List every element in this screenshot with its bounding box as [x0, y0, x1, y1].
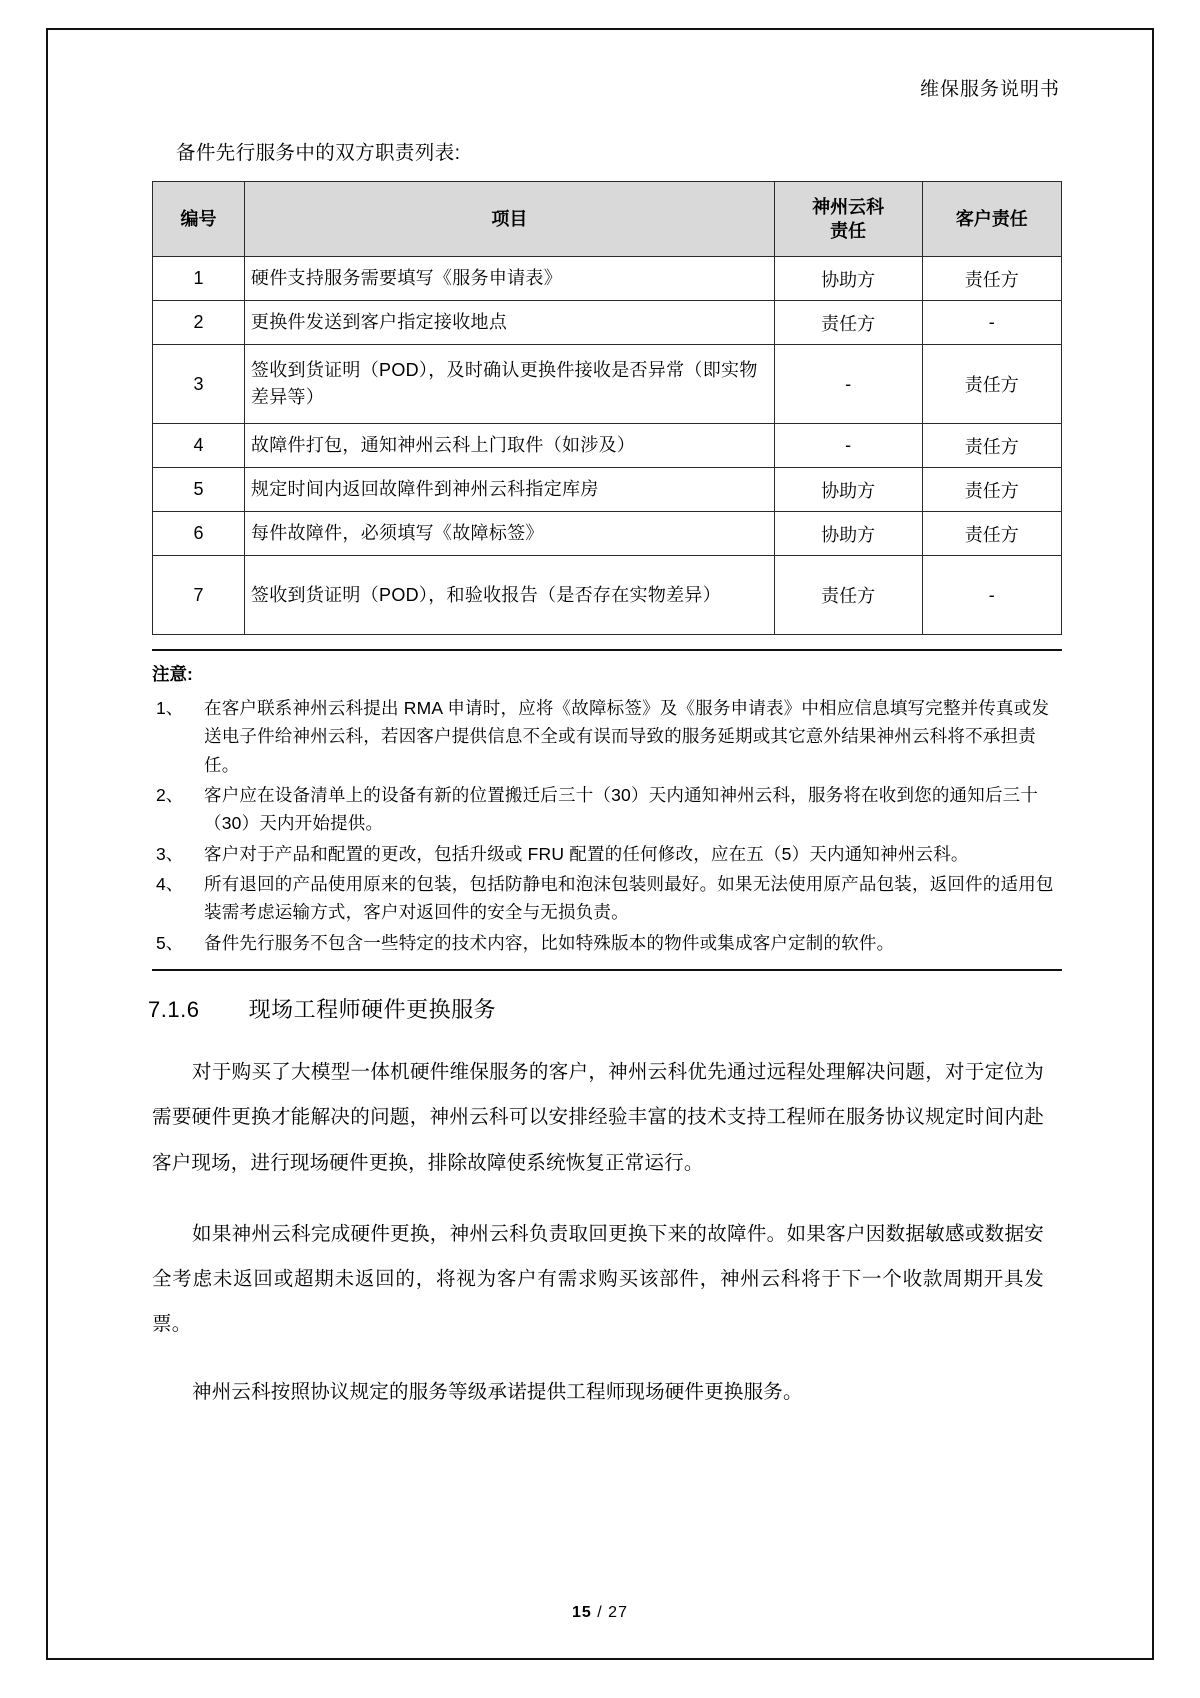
cell-item: 更换件发送到客户指定接收地点 [244, 301, 774, 345]
body-paragraph-2: 如果神州云科完成硬件更换，神州云科负责取回更换下来的故障件。如果客户因数据敏感或数据安全考虑未返回或超期未返回的，将视为客户有需求购买该部件，神州云科将于下一个收款周期开具发票。 [152, 1222, 1044, 1336]
table-header-owner [774, 182, 922, 257]
cell-item: 故障件打包，通知神州云科上门取件（如涉及） [244, 424, 774, 468]
cell-owner: 责任方 [774, 556, 922, 635]
table-row [153, 556, 1062, 635]
responsibility-table [152, 181, 1062, 635]
table-header-item: 项目 [244, 182, 774, 257]
table-row [153, 468, 1062, 512]
cell-no: 7 [153, 556, 245, 635]
cell-no: 3 [153, 345, 245, 424]
cell-item: 签收到货证明（POD），和验收报告（是否存在实物差异） [244, 556, 774, 635]
table-header-owner-line2: 责任 [830, 221, 867, 241]
cell-no: 1 [153, 257, 245, 301]
cell-customer: 责任方 [922, 512, 1061, 556]
list-item [152, 781, 1064, 838]
note-number: 2、 [156, 785, 184, 806]
cell-customer: 责任方 [922, 468, 1061, 512]
table-row [153, 257, 1062, 301]
cell-owner: - [774, 424, 922, 468]
list-item [152, 929, 1064, 957]
cell-no: 6 [153, 512, 245, 556]
section-heading [148, 993, 1078, 1024]
table-row [153, 512, 1062, 556]
list-item [152, 840, 1064, 868]
note-text: 所有退回的产品使用原来的包装，包括防静电和泡沫包装则最好。如果无法使用原产品包装，返回件的适用包装需考虑运输方式，客户对返回件的安全与无损负责。 [204, 874, 1054, 923]
body-paragraph-3: 神州云科按照协议规定的服务等级承诺提供工程师现场硬件更换服务。 [192, 1380, 803, 1403]
cell-no: 4 [153, 424, 245, 468]
cell-owner: 责任方 [774, 301, 922, 345]
cell-no: 5 [153, 468, 245, 512]
cell-customer: - [922, 556, 1061, 635]
note-number: 3、 [156, 843, 184, 864]
body-paragraph-1: 对于购买了大模型一体机硬件维保服务的客户，神州云科优先通过远程处理解决问题，对于定位为需要硬件更换才能解决的问题，神州云科可以安排经验丰富的技术支持工程师在服务协议规定时间内赴客户现场，进行现场硬件更换，排除故障使系统恢复正常运行。 [152, 1061, 1044, 1174]
list-item [152, 870, 1064, 927]
cell-item: 规定时间内返回故障件到神州云科指定库房 [244, 468, 774, 512]
table-row [153, 301, 1062, 345]
cell-no: 2 [153, 301, 245, 345]
cell-owner: 协助方 [774, 257, 922, 301]
note-text: 客户应在设备清单上的设备有新的位置搬迁后三十（30）天内通知神州云科，服务将在收到您的通知后三十（30）天内开始提供。 [204, 785, 1039, 834]
footer-separator: / [597, 1604, 603, 1621]
note-text: 在客户联系神州云科提出 RMA 申请时，应将《故障标签》及《服务申请表》中相应信息填写完整并传真或发送电子件给神州云科，若因客户提供信息不全或有误而导致的服务延期或其它意外结果神州云科将不承担责任。 [204, 698, 1050, 775]
page-content [48, 30, 1152, 1658]
section-title: 现场工程师硬件更换服务 [248, 997, 497, 1023]
cell-item: 硬件支持服务需要填写《服务申请表》 [244, 257, 774, 301]
table-row [153, 424, 1062, 468]
note-number: 1、 [156, 698, 184, 718]
page-footer [48, 1604, 1152, 1622]
cell-customer: 责任方 [922, 345, 1061, 424]
cell-customer: 责任方 [922, 424, 1061, 468]
cell-customer: 责任方 [922, 257, 1061, 301]
table-row [153, 345, 1062, 424]
note-text: 备件先行服务不包含一些特定的技术内容，比如特殊版本的物件或集成客户定制的软件。 [204, 932, 895, 953]
footer-total-pages: 27 [608, 1604, 628, 1621]
section-number: 7.1.6 [148, 997, 200, 1023]
cell-item: 每件故障件，必须填写《故障标签》 [244, 512, 774, 556]
cell-owner: - [774, 345, 922, 424]
notes-title: 注意: [152, 664, 193, 684]
table-header-owner-line1: 神州云科 [812, 196, 885, 217]
note-number: 5、 [156, 932, 184, 953]
document-page [46, 28, 1154, 1660]
cell-owner: 协助方 [774, 512, 922, 556]
table-header-row [153, 182, 1062, 257]
notes-top-divider [152, 649, 1062, 651]
footer-current-page: 15 [572, 1604, 592, 1621]
note-text: 客户对于产品和配置的更改，包括升级或 FRU 配置的任何修改，应在五（5）天内通知神州云科。 [204, 843, 969, 864]
notes-list [152, 694, 1064, 957]
table-head [153, 182, 1062, 257]
note-number: 4、 [156, 874, 184, 895]
cell-item: 签收到货证明（POD），及时确认更换件接收是否异常（即实物差异等） [244, 345, 774, 424]
cell-owner: 协助方 [774, 468, 922, 512]
table-header-no: 编号 [153, 182, 245, 257]
intro-paragraph: 备件先行服务中的双方职责列表: [176, 142, 461, 164]
cell-customer: - [922, 301, 1061, 345]
notes-bottom-divider [152, 969, 1062, 971]
table-body [153, 257, 1062, 635]
table-header-customer: 客户责任 [922, 182, 1061, 257]
page-header-title: 维保服务说明书 [919, 79, 1060, 100]
list-item [152, 694, 1064, 779]
